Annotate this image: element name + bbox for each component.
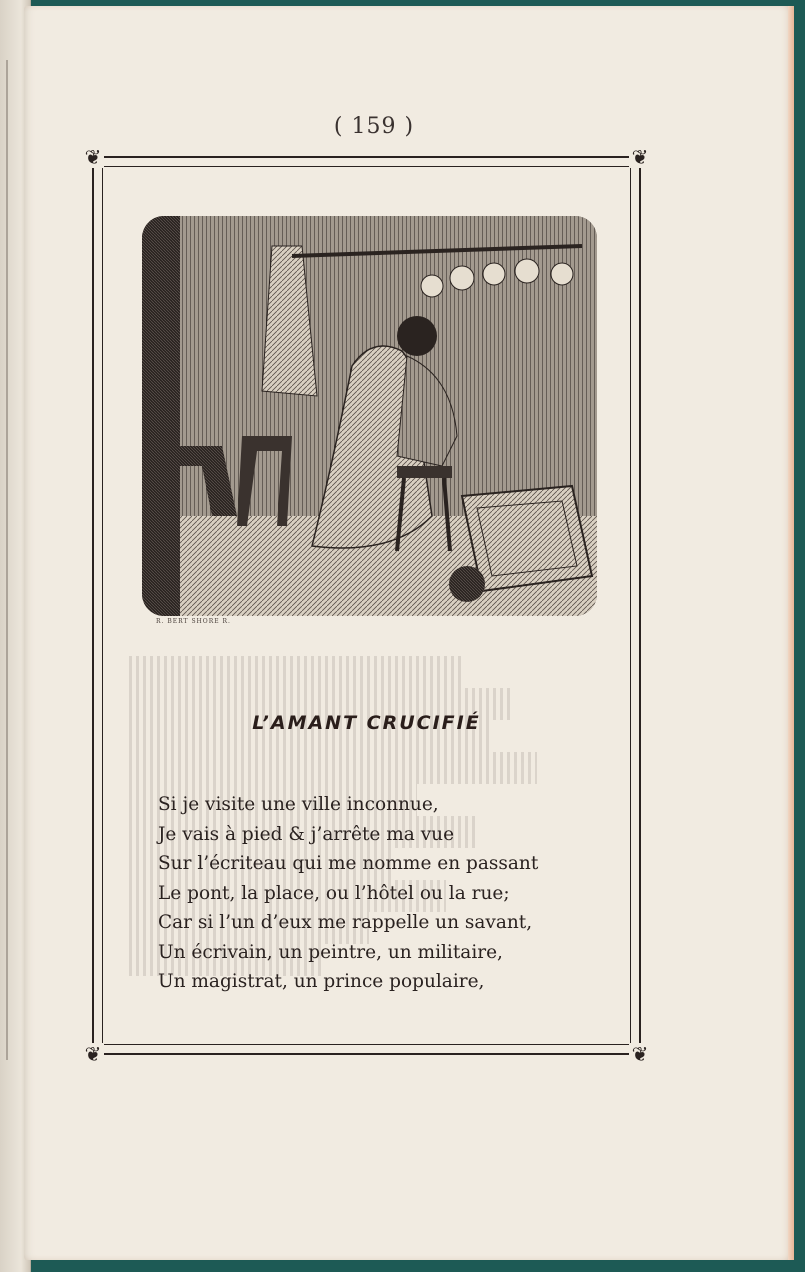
ornament-corner-icon: ❦ <box>82 146 104 168</box>
ornament-corner-icon: ❦ <box>629 1043 651 1065</box>
poem-line: Un écrivain, un peintre, un militaire, <box>158 941 503 963</box>
ornament-corner-icon: ❦ <box>629 146 651 168</box>
page-edge <box>788 6 794 1260</box>
poem-title: L’AMANT CRUCIFIÉ <box>252 712 481 734</box>
poem-line: Si je visite une ville inconnue, <box>158 794 439 815</box>
poem-line: Car si l’un d’eux me rappelle un savant, <box>158 912 533 933</box>
poem-line: Un magistrat, un prince populaire, <box>158 971 485 992</box>
page-number: ( 159 ) <box>333 114 415 139</box>
ornamental-frame <box>84 145 649 1066</box>
poem-line: Je vais à pied & j’arrête ma vue <box>158 823 455 845</box>
ornament-corner-icon: ❦ <box>82 1043 104 1065</box>
engraving-illustration <box>142 216 597 616</box>
poem-body <box>158 790 598 997</box>
engraver-credit: R. BERT SHORE R. <box>156 618 231 625</box>
poem-line: Sur l’écriteau qui me nomme en passant <box>158 853 539 874</box>
book-page <box>24 6 794 1260</box>
spine-shadow <box>6 60 8 1060</box>
poem-line: Le pont, la place, ou l’hôtel ou la rue; <box>158 882 510 904</box>
